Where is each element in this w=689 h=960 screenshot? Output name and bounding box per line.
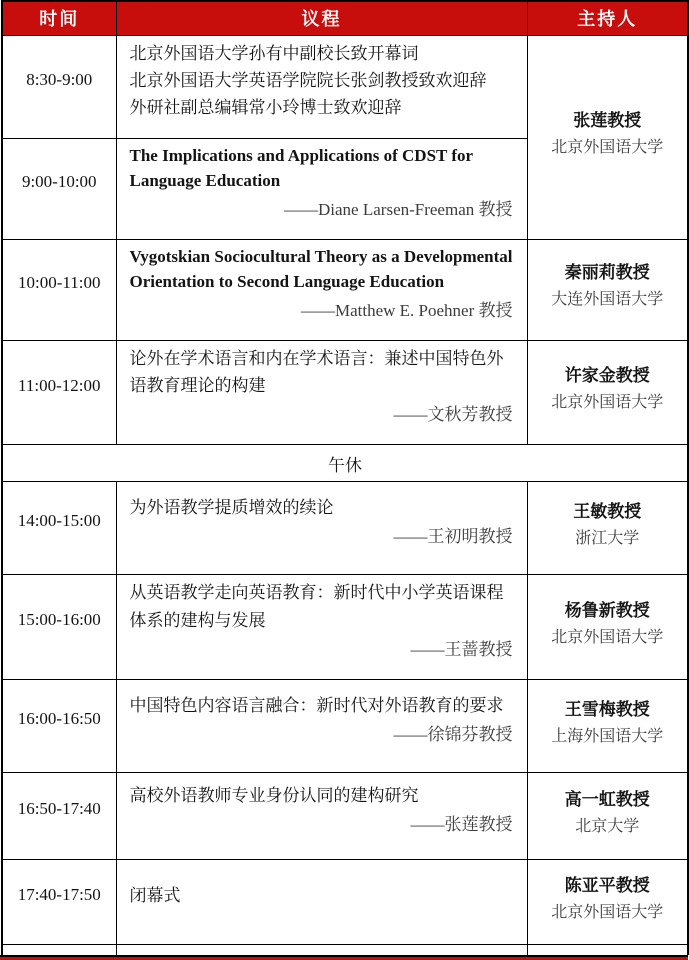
host-affiliation: 大连外国语大学 xyxy=(551,291,664,309)
time-cell: 9:00-10:00 xyxy=(2,138,116,239)
host-cell xyxy=(527,340,688,445)
talk-speaker: ——王蔷教授 xyxy=(410,639,513,659)
session-row-keynote-5 xyxy=(2,575,688,680)
agenda-cell xyxy=(116,860,527,945)
talk-title: 从英语教学走向英语教育：新时代中小学英语课程体系的建构与发展 xyxy=(129,583,504,630)
lunch-break-label: 午休 xyxy=(2,445,688,482)
agenda-cell xyxy=(116,340,527,445)
column-header-agenda: 议程 xyxy=(116,1,527,35)
agenda-line: 北京外国语大学英语学院院长张剑教授致欢迎辞 xyxy=(129,70,487,90)
agenda-line: 外研社副总编辑常小玲博士致欢迎辞 xyxy=(129,98,402,118)
talk-speaker: ——Diane Larsen-Freeman 教授 xyxy=(284,199,513,219)
header-row xyxy=(2,1,688,35)
host-cell xyxy=(527,575,688,680)
talk-title: 论外在学术语言和内在学术语言：兼述中国特色外语教育理论的构建 xyxy=(129,348,504,396)
cutoff-cell xyxy=(527,945,688,955)
time-cell: 15:00-16:00 xyxy=(2,575,116,680)
host-affiliation: 浙江大学 xyxy=(575,529,640,547)
session-row-closing xyxy=(2,860,688,945)
time-cell: 11:00-12:00 xyxy=(2,340,116,445)
host-affiliation: 北京大学 xyxy=(575,817,640,835)
talk-title: The Implications and Applications of CDST for Language Education xyxy=(129,145,473,190)
talk-title: 闭幕式 xyxy=(129,886,181,906)
host-cell xyxy=(527,239,688,340)
host-affiliation: 北京外国语大学 xyxy=(551,903,664,921)
host-affiliation: 北京外国语大学 xyxy=(551,394,664,412)
talk-speaker: ——Matthew E. Poehner 教授 xyxy=(300,300,513,320)
session-row-keynote-3 xyxy=(2,340,688,445)
column-header-time: 时间 xyxy=(2,1,116,35)
talk-title: 高校外语教师专业身份认同的建构研究 xyxy=(129,785,419,805)
lunch-break-row xyxy=(2,445,688,482)
agenda-cell xyxy=(116,773,527,860)
host-name: 陈亚平教授 xyxy=(564,875,650,895)
host-cell xyxy=(527,680,688,773)
host-name: 王敏教授 xyxy=(573,501,642,521)
session-row-keynote-6 xyxy=(2,680,688,773)
talk-speaker: ——徐锦芬教授 xyxy=(393,725,513,744)
talk-speaker: ——文秋芳教授 xyxy=(393,405,513,425)
talk-title: 为外语教学提质增效的续论 xyxy=(129,498,334,518)
host-name: 高一虹教授 xyxy=(564,789,650,809)
cutoff-row xyxy=(2,945,688,955)
host-name: 王雪梅教授 xyxy=(564,699,650,719)
next-page-header-cutoff xyxy=(0,955,688,960)
talk-speaker: ——王初明教授 xyxy=(393,527,513,547)
host-cell xyxy=(527,482,688,575)
program-table xyxy=(1,0,689,955)
time-cell: 14:00-15:00 xyxy=(2,482,116,575)
time-cell: 17:40-17:50 xyxy=(2,860,116,945)
time-cell: 10:00-11:00 xyxy=(2,239,116,340)
host-affiliation: 上海外国语大学 xyxy=(551,727,664,745)
host-name: 许家金教授 xyxy=(564,366,650,386)
agenda-cell xyxy=(116,680,527,773)
host-name: 杨鲁新教授 xyxy=(564,600,650,620)
host-affiliation: 北京外国语大学 xyxy=(551,628,664,646)
session-row-opening xyxy=(2,35,688,138)
host-cell xyxy=(527,35,688,239)
agenda-cell xyxy=(116,35,527,138)
agenda-cell xyxy=(116,575,527,680)
session-row-keynote-4 xyxy=(2,482,688,575)
host-affiliation: 北京外国语大学 xyxy=(551,138,664,156)
talk-title: 中国特色内容语言融合：新时代对外语教育的要求 xyxy=(129,695,504,715)
talk-title: Vygotskian Sociocultural Theory as a Developmental Orientation to Second Language Education xyxy=(129,246,513,292)
cutoff-cell xyxy=(2,945,116,955)
session-row-keynote-2 xyxy=(2,239,688,340)
agenda-cell xyxy=(116,239,527,340)
time-cell: 8:30-9:00 xyxy=(2,35,116,138)
agenda-cell xyxy=(116,138,527,239)
cutoff-cell xyxy=(116,945,527,955)
host-name: 张莲教授 xyxy=(573,110,642,130)
agenda-line: 北京外国语大学孙有中副校长致开幕词 xyxy=(129,43,419,63)
session-row-keynote-7 xyxy=(2,773,688,860)
agenda-cell xyxy=(116,482,527,575)
time-cell: 16:00-16:50 xyxy=(2,680,116,773)
host-name: 秦丽莉教授 xyxy=(564,263,650,283)
talk-speaker: ——张莲教授 xyxy=(410,815,513,834)
time-cell: 16:50-17:40 xyxy=(2,773,116,860)
host-cell xyxy=(527,860,688,945)
column-header-host: 主持人 xyxy=(527,1,688,35)
host-cell xyxy=(527,773,688,860)
